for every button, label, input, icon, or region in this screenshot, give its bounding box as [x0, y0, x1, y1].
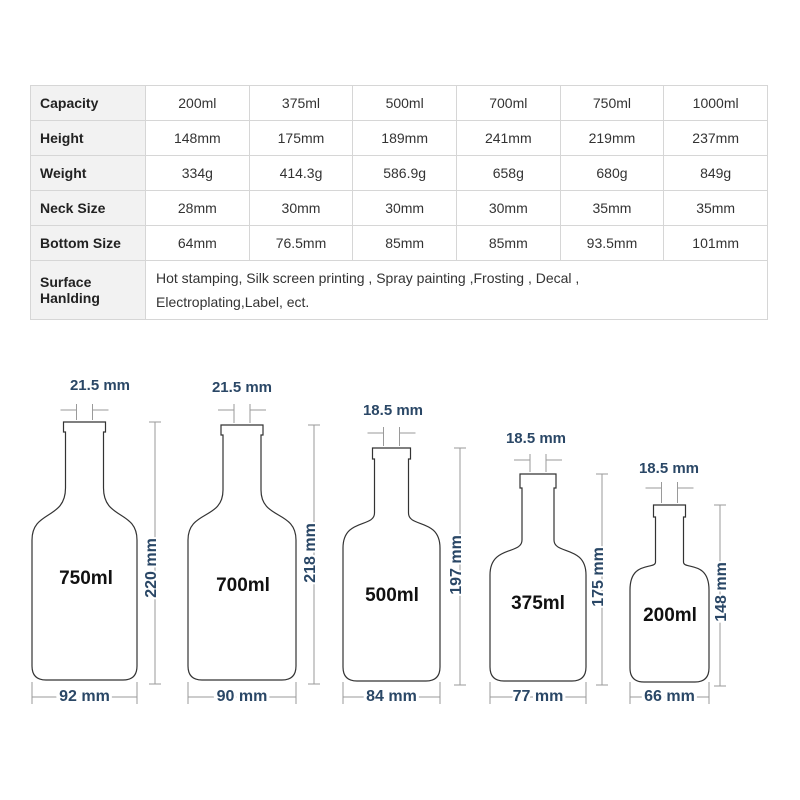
width-dimension-label: 90 mm: [216, 688, 268, 706]
table-cell: 500ml: [353, 86, 457, 121]
width-dimension-label: 92 mm: [59, 688, 110, 706]
table-cell: 85mm: [353, 226, 457, 261]
row-header-height: Height: [31, 121, 146, 156]
neck-dimension-label: 18.5 mm: [505, 429, 567, 447]
width-dimension-label: 77 mm: [512, 688, 564, 706]
surface-header-line2: Hanlding: [40, 290, 100, 306]
table-cell: 76.5mm: [249, 226, 353, 261]
table-cell: 30mm: [456, 191, 560, 226]
bottle-capacity-label: 200ml: [643, 605, 697, 627]
table-cell: 93.5mm: [560, 226, 664, 261]
table-cell: 64mm: [146, 226, 250, 261]
width-dimension-label: 66 mm: [644, 688, 695, 706]
neck-dimension-label: 21.5 mm: [211, 378, 273, 396]
neck-dimension-label: 18.5 mm: [638, 459, 700, 477]
table-cell: 414.3g: [249, 156, 353, 191]
row-header-capacity: Capacity: [31, 86, 146, 121]
table-cell: 85mm: [456, 226, 560, 261]
table-cell: 750ml: [560, 86, 664, 121]
row-header-weight: Weight: [31, 156, 146, 191]
table-cell: 375ml: [249, 86, 353, 121]
bottle-capacity-label: 700ml: [216, 575, 270, 597]
neck-dimension-label: 18.5 mm: [362, 401, 424, 419]
bottle-capacity-label: 500ml: [365, 585, 419, 607]
surface-text-line1: Hot stamping, Silk screen printing , Spray painting ,Frosting , Decal ,: [156, 270, 580, 286]
bottle-700ml: [188, 379, 320, 705]
bottle-outline: [343, 448, 440, 681]
bottle-200ml: [630, 460, 730, 705]
table-cell: 1000ml: [664, 86, 768, 121]
table-cell: 219mm: [560, 121, 664, 156]
table-cell: 35mm: [664, 191, 768, 226]
height-dimension-label: 175 mm: [590, 547, 608, 607]
bottle-outline: [188, 425, 296, 680]
bottle-capacity-label: 750ml: [59, 568, 113, 590]
table-cell: 237mm: [664, 121, 768, 156]
bottle-outline: [490, 474, 586, 681]
bottle-outline: [630, 505, 709, 682]
table-cell: 700ml: [456, 86, 560, 121]
bottle-375ml: [490, 430, 608, 705]
table-cell: 658g: [456, 156, 560, 191]
table-cell: 200ml: [146, 86, 250, 121]
height-dimension-label: 148 mm: [713, 562, 731, 622]
height-dimension-label: 220 mm: [143, 538, 161, 598]
table-cell: 30mm: [249, 191, 353, 226]
bottle-750ml: [32, 377, 161, 705]
surface-text-line2: Electroplating,Label, ect.: [156, 294, 310, 310]
height-dimension-label: 197 mm: [448, 535, 466, 595]
table-cell: 189mm: [353, 121, 457, 156]
table-cell: 101mm: [664, 226, 768, 261]
width-dimension-label: 84 mm: [366, 688, 417, 706]
bottle-outline: [32, 422, 137, 680]
table-cell: 680g: [560, 156, 664, 191]
table-cell: 586.9g: [353, 156, 457, 191]
neck-dimension-label: 21.5 mm: [69, 376, 131, 394]
table-cell: 241mm: [456, 121, 560, 156]
row-header-neck-size: Neck Size: [31, 191, 146, 226]
table-cell: 28mm: [146, 191, 250, 226]
bottles-layer: [32, 377, 730, 705]
bottle-capacity-label: 375ml: [511, 593, 565, 615]
table-cell: 35mm: [560, 191, 664, 226]
row-header-bottom-size: Bottom Size: [31, 226, 146, 261]
table-cell: 849g: [664, 156, 768, 191]
table-cell: 175mm: [249, 121, 353, 156]
table-cell: 334g: [146, 156, 250, 191]
table-cell: 148mm: [146, 121, 250, 156]
bottle-500ml: [343, 402, 466, 705]
height-dimension-label: 218 mm: [302, 523, 320, 583]
table-cell: 30mm: [353, 191, 457, 226]
surface-header-line1: Surface: [40, 274, 92, 290]
